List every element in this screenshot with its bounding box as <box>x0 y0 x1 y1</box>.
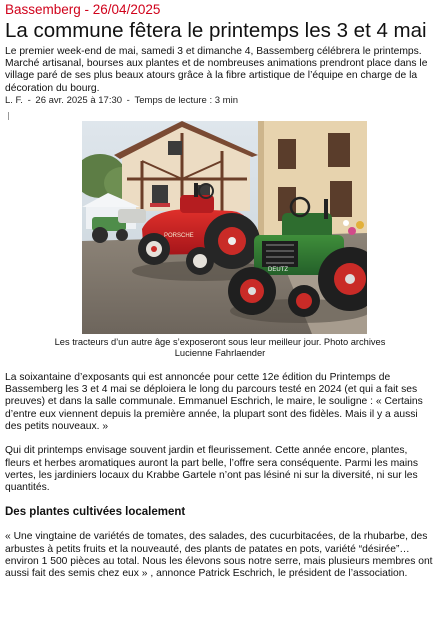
deutz-badge: DEUTZ <box>268 266 288 273</box>
article-photo[interactable] <box>82 121 367 334</box>
section-subheading: Des plantes cultivées localement <box>5 506 186 519</box>
porsche-badge: PORSCHE <box>164 232 194 239</box>
byline: L. F. - 26 avr. 2025 à 17:30 - Temps de lecture : 3 min <box>5 94 238 106</box>
photo-caption: Les tracteurs d’un autre âge s’exposeront sous leur meilleur jour. Photo archives Lucienne Fahrlaender <box>54 336 386 359</box>
divider-mark <box>8 112 9 120</box>
article-title: La commune fêtera le printemps les 3 et 4 mai <box>5 19 427 42</box>
article-paragraph: « Une vingtaine de variétés de tomates, des salades, des cucurbitacées, de la rhubarbe, des arbustes à petits fruits et la nouveauté, des plants de patates en pots, variété “désirée”… environ 1 500 pièces au total. Nous les élevons sous notre serre, mais plusieurs membres ont aussi fait des semis chez eux » , annonce Patrick Eschrich, le président de l’association. <box>5 531 433 580</box>
byline-author: L. F. <box>5 94 23 106</box>
article-paragraph: Qui dit printemps envisage souvent jardin et fleurissement. Cette année encore, plantes, fleurs et herbes aromatiques auront la part belle, l’offre sera conséquente. Parmi les mains vertes, les jardiniers locaux du Krabbe Gartele n’ont pas lésiné ni sur la diversité, ni sur les quantités. <box>5 445 419 494</box>
tractors-photo-illustration <box>82 121 367 334</box>
article-lede: Le premier week-end de mai, samedi 3 et dimanche 4, Bassemberg célébrera le printemps. Marché artisanal, bourses aux plantes et de nombreuses animations prendront place dans le village paré de ses plus beaux atours grâce à la fibre artistique de l’équipe en charge de la décoration du bourg. <box>5 46 428 94</box>
article-paragraph: La soixantaine d’exposants qui est annoncée pour cette 12e édition du Printemps de Bassemberg les 3 et 4 mai se déploiera le long du parcours testé en 2024 (et qui a fait ses preuves) et dans la salle communale. Emmanuel Eschrich, le maire, le souligne : « Certains d’entre eux viennent depuis la première année, la plupart sont des fidèles. Mais il y a aussi des petits nouveaux. » <box>5 371 423 432</box>
byline-reading-time: Temps de lecture : 3 min <box>134 94 238 106</box>
location-date-kicker: Bassemberg - 26/04/2025 <box>5 2 161 17</box>
byline-date: 26 avr. 2025 à 17:30 <box>35 94 123 106</box>
